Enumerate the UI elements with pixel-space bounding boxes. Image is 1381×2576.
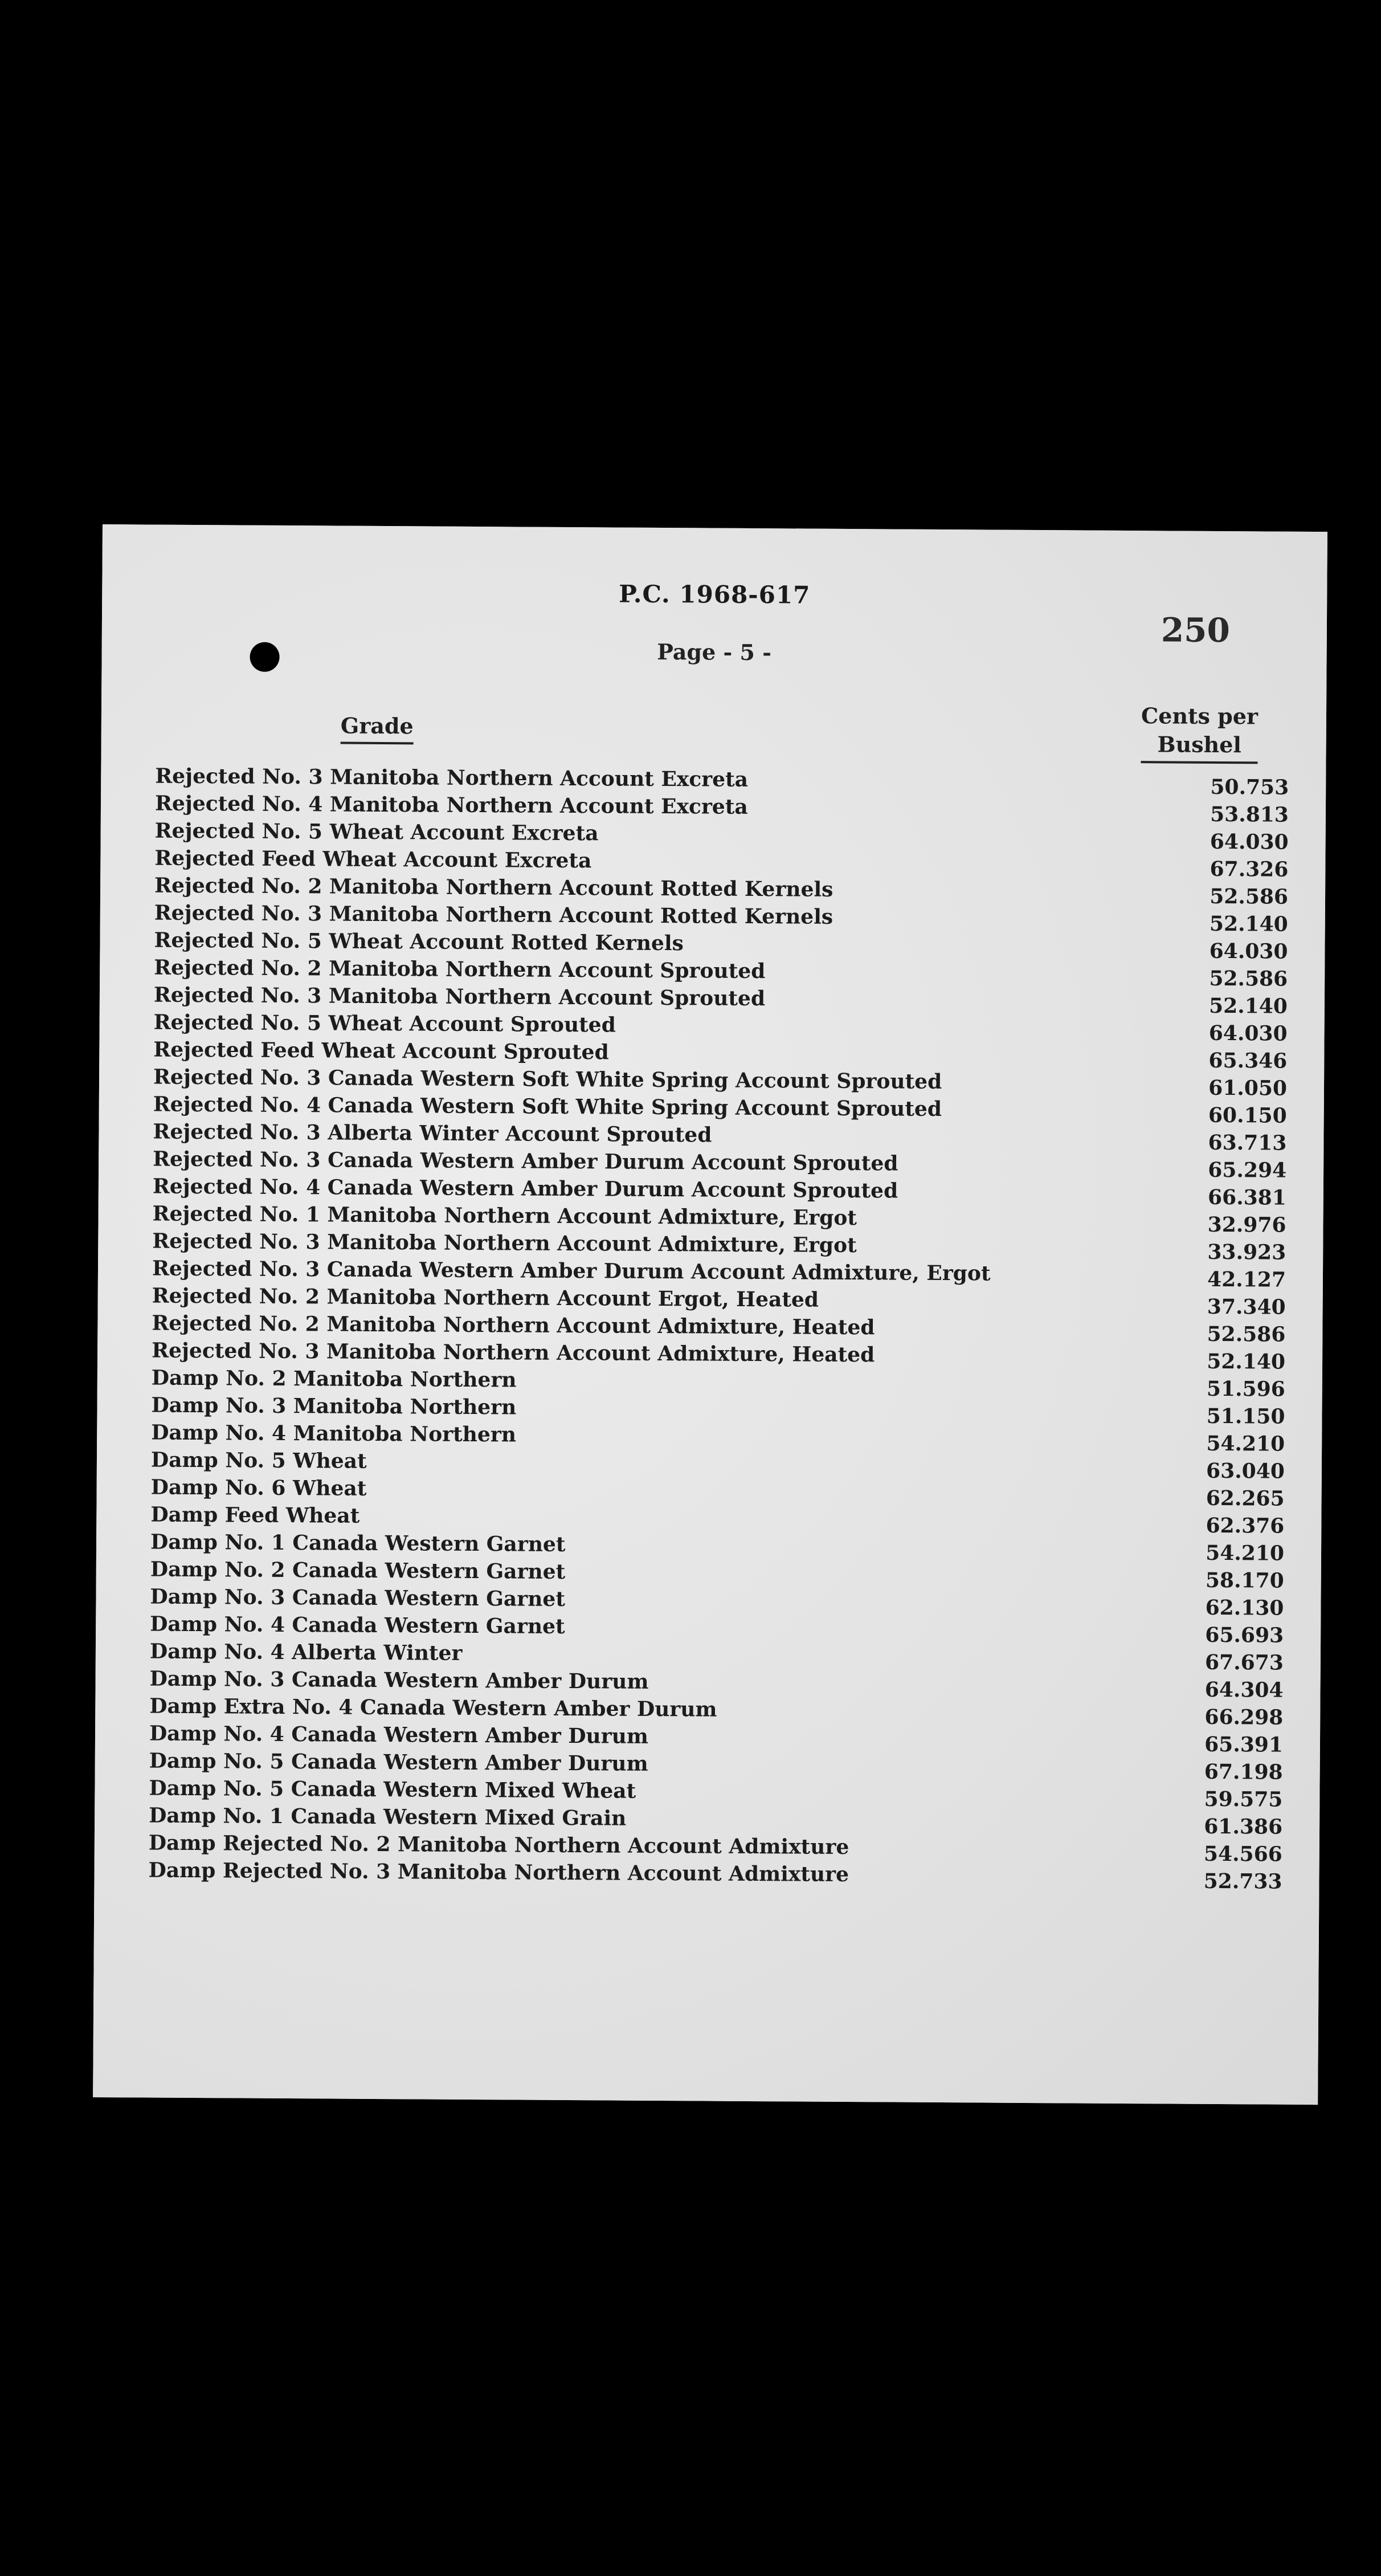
grade-cell: Rejected No. 3 Manitoba Northern Account Admixture, Heated [152,1338,875,1367]
cents-per-bushel-cell: 53.813 [1210,802,1289,827]
cents-per-bushel-cell: 50.753 [1210,775,1289,800]
grade-cell: Damp No. 2 Canada Western Garnet [150,1557,566,1584]
cents-per-bushel-cell: 64.304 [1204,1677,1284,1702]
cents-per-bushel-cell: 52.586 [1207,1322,1286,1347]
document-title: P.C. 1968-617 [619,580,811,609]
grade-cell: Damp No. 5 Canada Western Mixed Wheat [149,1776,636,1803]
grade-cell: Rejected No. 2 Manitoba Northern Account Sprouted [154,955,766,984]
page-label: Page - 5 - [657,638,772,666]
cents-per-bushel-cell: 64.030 [1210,829,1289,854]
grade-cell: Rejected Feed Wheat Account Sprouted [153,1037,609,1065]
cents-per-bushel-cell: 54.566 [1203,1841,1282,1866]
grade-cell: Damp No. 4 Alberta Winter [149,1639,463,1665]
grade-cell: Damp Extra No. 4 Canada Western Amber Durum [149,1694,717,1722]
grade-cell: Damp No. 3 Canada Western Garnet [150,1584,566,1611]
grade-cell: Rejected No. 2 Manitoba Northern Account Rotted Kernels [154,873,833,902]
cents-per-bushel-cell: 51.150 [1206,1404,1285,1429]
grade-cell: Damp Feed Wheat [150,1502,360,1528]
cents-per-bushel-cell: 65.693 [1205,1623,1284,1648]
cents-per-bushel-cell: 59.575 [1204,1787,1283,1812]
cents-per-bushel-cell: 58.170 [1205,1568,1284,1593]
grade-cell: Damp No. 6 Wheat [150,1475,367,1501]
grade-cell: Rejected No. 3 Canada Western Soft White Spring Account Sprouted [153,1065,942,1094]
grade-cell: Rejected No. 3 Manitoba Northern Account Admixture, Ergot [152,1229,857,1258]
column-header-cents-line1: Cents per [1141,703,1259,729]
cents-per-bushel-cell: 37.340 [1207,1294,1286,1319]
grade-cell: Rejected No. 4 Manitoba Northern Account Excreta [154,791,748,819]
grade-cell: Rejected No. 3 Manitoba Northern Account Sprouted [153,983,766,1011]
cents-per-bushel-cell: 60.150 [1208,1103,1287,1128]
grade-cell: Damp No. 4 Manitoba Northern [151,1420,517,1447]
cents-per-bushel-cell: 52.140 [1209,911,1288,936]
grade-cell: Rejected No. 4 Canada Western Amber Durum Account Sprouted [152,1174,898,1203]
cents-per-bushel-cell: 67.673 [1204,1650,1284,1675]
grade-cell: Rejected Feed Wheat Account Excreta [154,846,592,873]
cents-per-bushel-cell: 67.198 [1204,1759,1283,1784]
column-header-cents [1141,702,1258,764]
grade-cell: Damp Rejected No. 2 Manitoba Northern Account Admixture [148,1831,849,1860]
grade-cell: Damp No. 5 Canada Western Amber Durum [149,1748,648,1776]
cents-per-bushel-cell: 42.127 [1207,1267,1286,1292]
cents-per-bushel-cell: 66.298 [1204,1705,1284,1730]
grade-cell: Rejected No. 3 Manitoba Northern Account Excreta [155,764,749,792]
grade-cell: Damp No. 2 Manitoba Northern [151,1366,517,1392]
cents-per-bushel-cell: 61.050 [1208,1075,1288,1100]
cents-per-bushel-cell: 52.140 [1208,993,1288,1018]
cents-per-bushel-cell: 64.030 [1208,1021,1288,1046]
cents-per-bushel-cell: 54.210 [1206,1540,1285,1566]
grade-cell: Rejected No. 5 Wheat Account Rotted Kernels [154,928,684,956]
cents-per-bushel-cell: 52.733 [1203,1869,1282,1894]
grade-cell: Rejected No. 3 Canada Western Amber Durum Account Admixture, Ergot [152,1256,991,1286]
grade-cell: Rejected No. 3 Alberta Winter Account Sprouted [153,1119,712,1147]
cents-per-bushel-cell: 52.586 [1209,966,1288,991]
grade-cell: Damp No. 1 Canada Western Mixed Grain [149,1803,627,1831]
cents-per-bushel-cell: 65.294 [1208,1157,1287,1183]
cents-per-bushel-cell: 65.391 [1204,1732,1284,1757]
cents-per-bushel-cell: 63.040 [1206,1458,1285,1483]
grade-cell: Damp No. 3 Manitoba Northern [151,1393,517,1420]
grade-cell: Rejected No. 5 Wheat Account Excreta [154,818,599,846]
grade-cell: Damp Rejected No. 3 Manitoba Northern Account Admixture [148,1858,849,1887]
cents-per-bushel-cell: 54.210 [1206,1431,1285,1456]
cents-per-bushel-cell: 62.376 [1206,1513,1285,1538]
grade-cell: Damp No. 3 Canada Western Amber Durum [149,1666,649,1694]
grade-cell: Rejected No. 1 Manitoba Northern Account Admixture, Ergot [152,1201,857,1230]
cents-per-bushel-cell: 66.381 [1207,1185,1286,1210]
grade-cell: Rejected No. 4 Canada Western Soft White Spring Account Sprouted [153,1092,942,1122]
cents-per-bushel-cell: 64.030 [1209,939,1288,964]
cents-per-bushel-cell: 52.140 [1207,1349,1286,1374]
cents-per-bushel-cell: 33.923 [1207,1240,1286,1265]
cents-per-bushel-cell: 61.386 [1204,1814,1283,1839]
grade-cell: Rejected No. 3 Manitoba Northern Account Rotted Kernels [154,900,833,929]
page-number: 250 [1161,610,1231,650]
column-header-cents-line2: Bushel [1141,730,1257,764]
cents-per-bushel-cell: 52.586 [1210,884,1289,909]
grade-cell: Damp No. 5 Wheat [150,1448,367,1473]
grade-cell: Damp No. 4 Canada Western Amber Durum [149,1721,649,1748]
cents-per-bushel-cell: 32.976 [1207,1212,1286,1237]
grade-cell: Rejected No. 3 Canada Western Amber Durum Account Sprouted [153,1147,898,1176]
grade-cell: Damp No. 4 Canada Western Garnet [150,1612,565,1638]
grade-cell: Rejected No. 5 Wheat Account Sprouted [153,1010,616,1037]
column-header-grade: Grade [341,713,414,745]
cents-per-bushel-cell: 62.130 [1205,1595,1284,1620]
document-page [93,524,1327,2105]
grade-price-table [148,764,1289,1893]
cents-per-bushel-cell: 62.265 [1206,1486,1285,1511]
grade-cell: Rejected No. 2 Manitoba Northern Account Admixture, Heated [152,1311,875,1340]
cents-per-bushel-cell: 65.346 [1208,1048,1288,1073]
cents-per-bushel-cell: 63.713 [1208,1130,1287,1155]
grade-cell: Damp No. 1 Canada Western Garnet [150,1530,566,1556]
cents-per-bushel-cell: 67.326 [1210,857,1289,882]
cents-per-bushel-cell: 51.596 [1206,1376,1285,1401]
grade-cell: Rejected No. 2 Manitoba Northern Account Ergot, Heated [152,1283,819,1312]
